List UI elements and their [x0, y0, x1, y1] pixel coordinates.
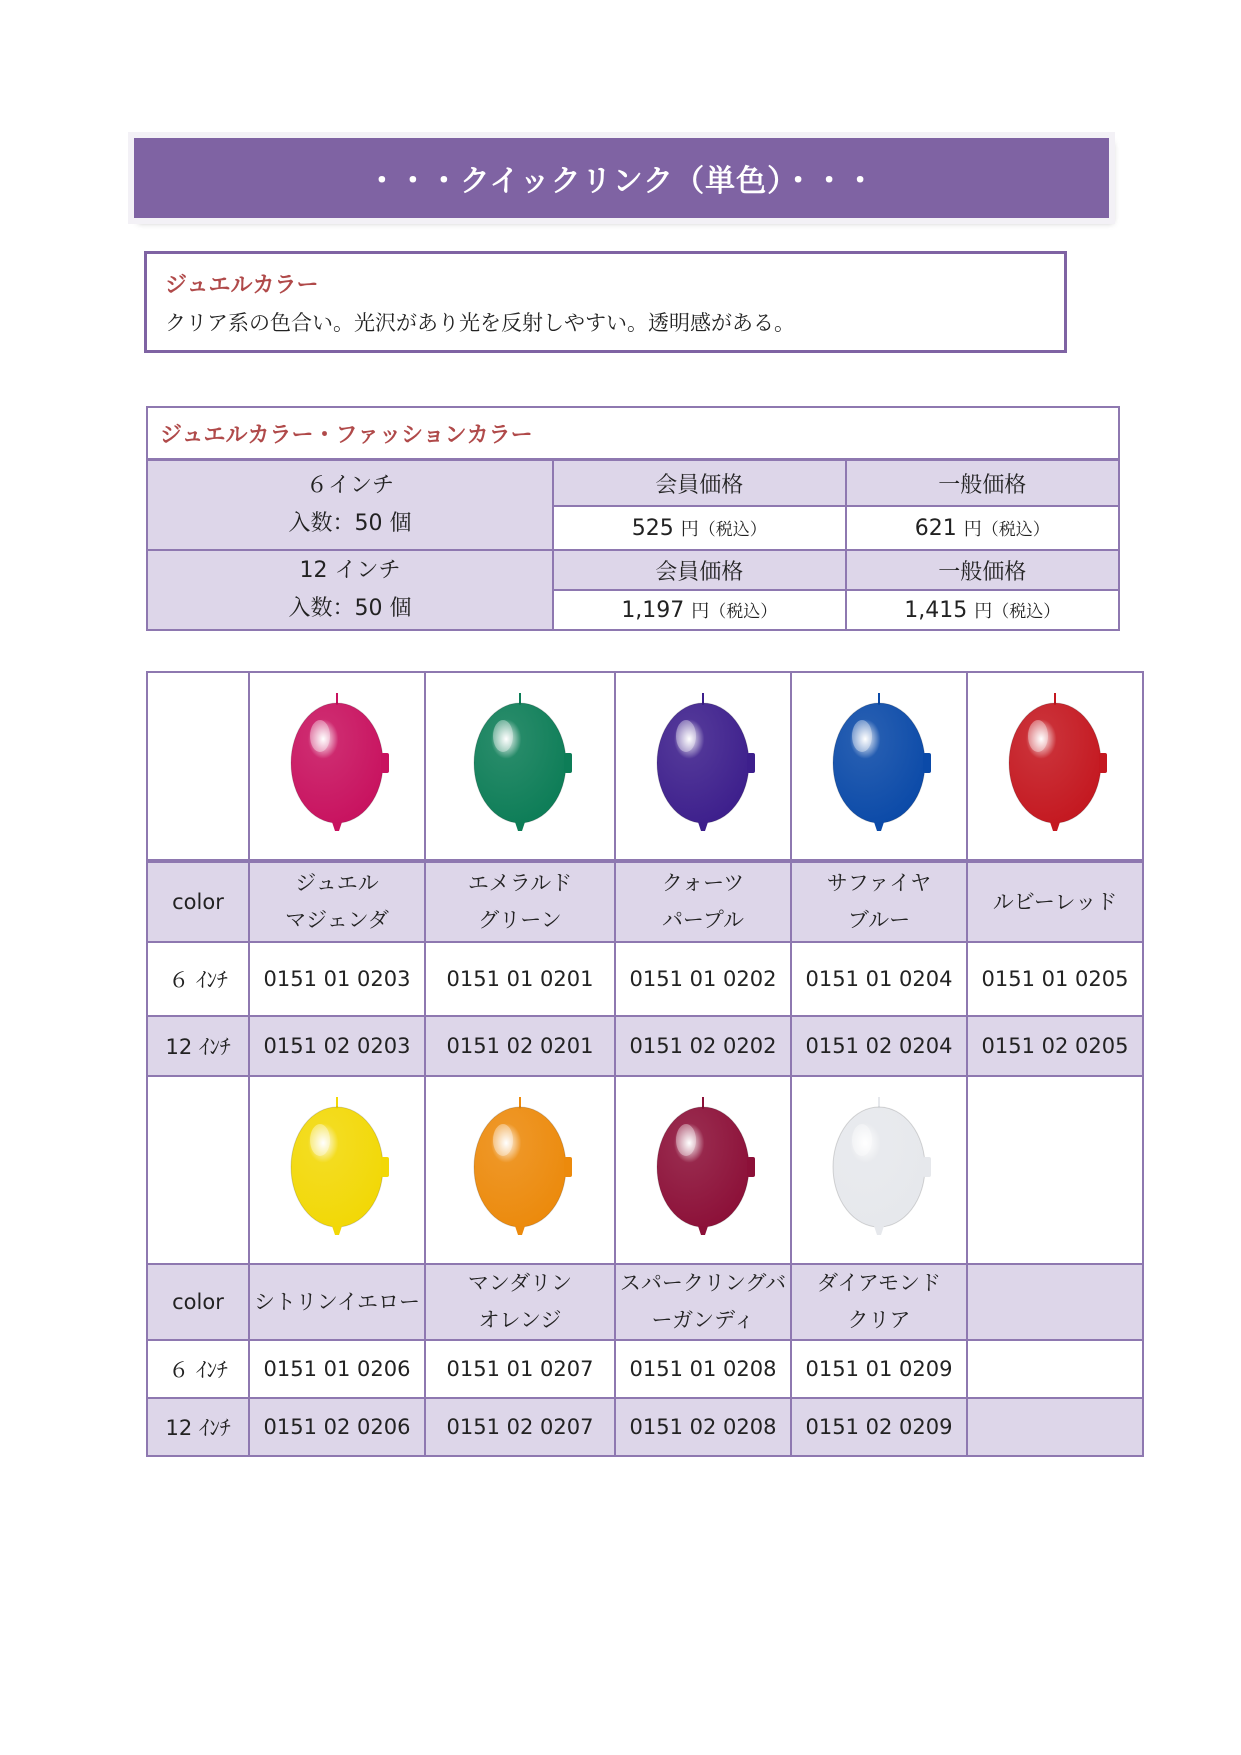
product-code: 0151 01 0209 — [791, 1340, 967, 1398]
color-name: ジュエル マジェンダ — [249, 861, 425, 942]
color-name: ルビーレッド — [967, 861, 1143, 942]
balloon-cell — [791, 1076, 967, 1264]
size-label: 12 インチ — [299, 558, 401, 583]
product-code: 0151 01 0206 — [249, 1340, 425, 1398]
color-name: クォーツ パープル — [615, 861, 791, 942]
product-code: 0151 02 0202 — [615, 1016, 791, 1076]
empty-cell — [147, 672, 249, 861]
balloon-image-diamond-clear — [824, 1095, 934, 1245]
balloon-image-quartz-purple — [648, 691, 758, 841]
balloon-image-row — [147, 672, 1143, 861]
color-name: エメラルド グリーン — [425, 861, 615, 942]
member-price-6: 525 円（税込） — [553, 506, 845, 550]
color-name: スパークリングバ ーガンディ — [615, 1264, 791, 1340]
balloon-cell — [425, 672, 615, 861]
empty-cell — [967, 1340, 1143, 1398]
balloon-image-sapphire-blue — [824, 691, 934, 841]
price-table — [146, 406, 1120, 631]
product-code: 0151 01 0208 — [615, 1340, 791, 1398]
price-size-6 — [147, 460, 553, 551]
banner-title: ・・・クイックリンク（単色）・・・ — [366, 164, 877, 199]
color-table — [146, 671, 1144, 1457]
balloon-image-sparkling-burgundy — [648, 1095, 758, 1245]
balloon-cell — [967, 672, 1143, 861]
product-code: 0151 02 0204 — [791, 1016, 967, 1076]
product-code: 0151 02 0209 — [791, 1398, 967, 1456]
code-row-12inch — [147, 1398, 1143, 1456]
product-code: 0151 01 0207 — [425, 1340, 615, 1398]
intro-description: クリア系の色合い。光沢があり光を反射しやすい。透明感がある。 — [165, 311, 795, 335]
empty-cell — [967, 1398, 1143, 1456]
general-price-6: 621 円（税込） — [846, 506, 1119, 550]
balloon-cell — [615, 1076, 791, 1264]
qty-label: 入数：50 個 — [288, 596, 412, 621]
empty-cell — [967, 1264, 1143, 1340]
member-price-12: 1,197 円（税込） — [553, 590, 845, 630]
qty-label: 入数：50 個 — [288, 511, 412, 536]
product-code: 0151 02 0208 — [615, 1398, 791, 1456]
color-name: シトリンイエロー — [249, 1264, 425, 1340]
balloon-image-jewel-magenta — [282, 691, 392, 841]
intro-title: ジュエルカラー — [165, 273, 319, 298]
balloon-cell — [425, 1076, 615, 1264]
color-name: マンダリン オレンジ — [425, 1264, 615, 1340]
balloon-cell — [249, 1076, 425, 1264]
member-price-label: 会員価格 — [553, 460, 845, 507]
color-name-row — [147, 861, 1143, 942]
intro-box — [144, 251, 1067, 353]
member-price-label: 会員価格 — [553, 550, 845, 590]
product-code: 0151 01 0205 — [967, 942, 1143, 1016]
balloon-cell — [791, 672, 967, 861]
size-label: ６ ｲﾝﾁ — [147, 1340, 249, 1398]
color-name: ダイアモンド クリア — [791, 1264, 967, 1340]
product-code: 0151 02 0207 — [425, 1398, 615, 1456]
code-row-6inch — [147, 1340, 1143, 1398]
balloon-cell — [615, 672, 791, 861]
product-code: 0151 01 0204 — [791, 942, 967, 1016]
product-code: 0151 02 0203 — [249, 1016, 425, 1076]
size-label: 12 ｲﾝﾁ — [147, 1398, 249, 1456]
code-row-6inch — [147, 942, 1143, 1016]
color-name: サファイヤ ブルー — [791, 861, 967, 942]
product-code: 0151 01 0202 — [615, 942, 791, 1016]
product-code: 0151 02 0206 — [249, 1398, 425, 1456]
balloon-cell — [249, 672, 425, 861]
general-price-label: 一般価格 — [846, 460, 1119, 507]
color-name-row — [147, 1264, 1143, 1340]
price-size-12 — [147, 550, 553, 630]
product-code: 0151 01 0203 — [249, 942, 425, 1016]
product-code: 0151 02 0201 — [425, 1016, 615, 1076]
size-label: 12 ｲﾝﾁ — [147, 1016, 249, 1076]
general-price-12: 1,415 円（税込） — [846, 590, 1119, 630]
price-table-header: ジュエルカラー・ファッションカラー — [147, 407, 1119, 460]
balloon-image-citrine-yellow — [282, 1095, 392, 1245]
general-price-label: 一般価格 — [846, 550, 1119, 590]
color-label: color — [147, 861, 249, 942]
size-label: ６ ｲﾝﾁ — [147, 942, 249, 1016]
code-row-12inch — [147, 1016, 1143, 1076]
balloon-image-row — [147, 1076, 1143, 1264]
empty-cell — [147, 1076, 249, 1264]
balloon-image-ruby-red — [1000, 691, 1110, 841]
product-code: 0151 02 0205 — [967, 1016, 1143, 1076]
page-banner — [134, 138, 1109, 218]
color-label: color — [147, 1264, 249, 1340]
balloon-image-emerald-green — [465, 691, 575, 841]
product-code: 0151 01 0201 — [425, 942, 615, 1016]
empty-cell — [967, 1076, 1143, 1264]
size-label: ６インチ — [306, 473, 395, 498]
balloon-image-mandarin-orange — [465, 1095, 575, 1245]
